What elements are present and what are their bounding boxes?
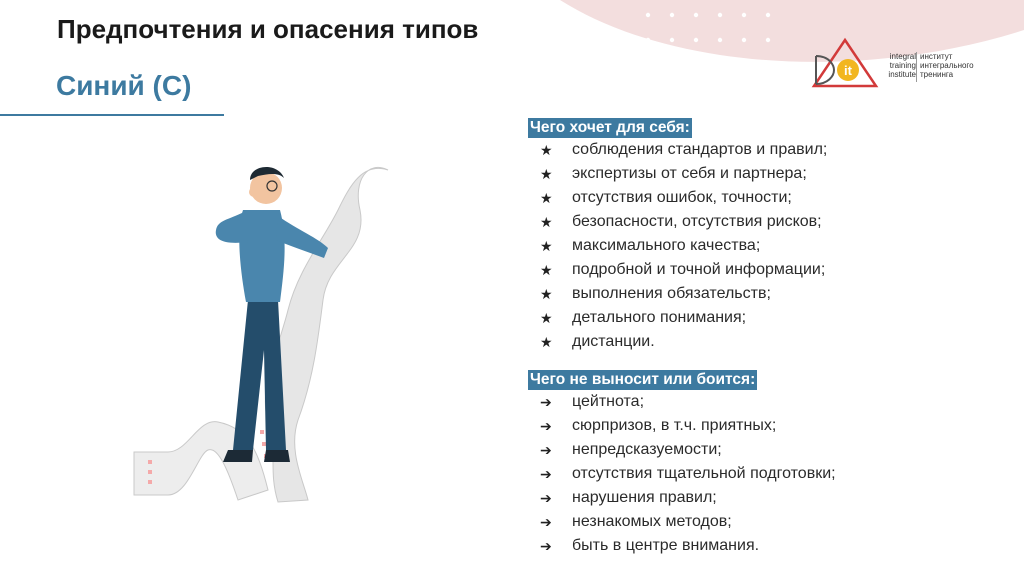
list-item: ➔ отсутствия тщательной подготовки;: [540, 462, 836, 486]
star-icon: ★: [540, 214, 553, 230]
type-subtitle: Синий (С): [56, 70, 192, 101]
list-item: ➔ незнакомых методов;: [540, 510, 836, 534]
fears-list: [540, 390, 836, 558]
star-icon: ★: [540, 262, 553, 278]
list-item: ★ отсутствия ошибок, точности;: [540, 186, 827, 210]
logo-text-ru: институт интегрального тренинга: [920, 52, 974, 79]
list-item: ★ максимального качества;: [540, 234, 827, 258]
arrow-right-icon: ➔: [540, 490, 552, 506]
star-icon: ★: [540, 310, 553, 326]
fears-heading: Чего не выносит или боится:: [530, 371, 756, 388]
list-item: ★ подробной и точной информации;: [540, 258, 827, 282]
arrow-right-icon: ➔: [540, 442, 552, 458]
logo-mark: it: [844, 63, 852, 78]
star-icon: ★: [540, 238, 553, 254]
star-icon: ★: [540, 190, 553, 206]
list-item: ➔ непредсказуемости;: [540, 438, 836, 462]
arrow-right-icon: ➔: [540, 538, 552, 554]
wants-list: [540, 138, 827, 354]
logo-divider: [916, 52, 917, 82]
list-item: ★ выполнения обязательств;: [540, 282, 827, 306]
arrow-right-icon: ➔: [540, 394, 552, 410]
list-item: ➔ сюрпризов, в т.ч. приятных;: [540, 414, 836, 438]
arrow-right-icon: ➔: [540, 514, 552, 530]
list-item: ★ детального понимания;: [540, 306, 827, 330]
star-icon: ★: [540, 142, 553, 158]
list-item: ➔ нарушения правил;: [540, 486, 836, 510]
arrow-right-icon: ➔: [540, 466, 552, 482]
list-item: ★ соблюдения стандартов и правил;: [540, 138, 827, 162]
star-icon: ★: [540, 334, 553, 350]
star-icon: ★: [540, 166, 553, 182]
list-item: ➔ цейтнота;: [540, 390, 836, 414]
logo-text-en: integral training institute: [888, 52, 916, 79]
institute-logo-icon: [808, 36, 882, 90]
star-icon: ★: [540, 286, 553, 302]
list-item: ★ экспертизы от себя и партнера;: [540, 162, 827, 186]
list-item: ➔ быть в центре внимания.: [540, 534, 836, 558]
page-title: Предпочтения и опасения типов: [57, 14, 479, 44]
person-reading-list-illustration: [128, 150, 408, 510]
list-item: ★ безопасности, отсутствия рисков;: [540, 210, 827, 234]
subtitle-underline: [0, 114, 224, 116]
list-item: ★ дистанции.: [540, 330, 827, 354]
arrow-right-icon: ➔: [540, 418, 552, 434]
wants-heading: Чего хочет для себя:: [530, 119, 690, 136]
